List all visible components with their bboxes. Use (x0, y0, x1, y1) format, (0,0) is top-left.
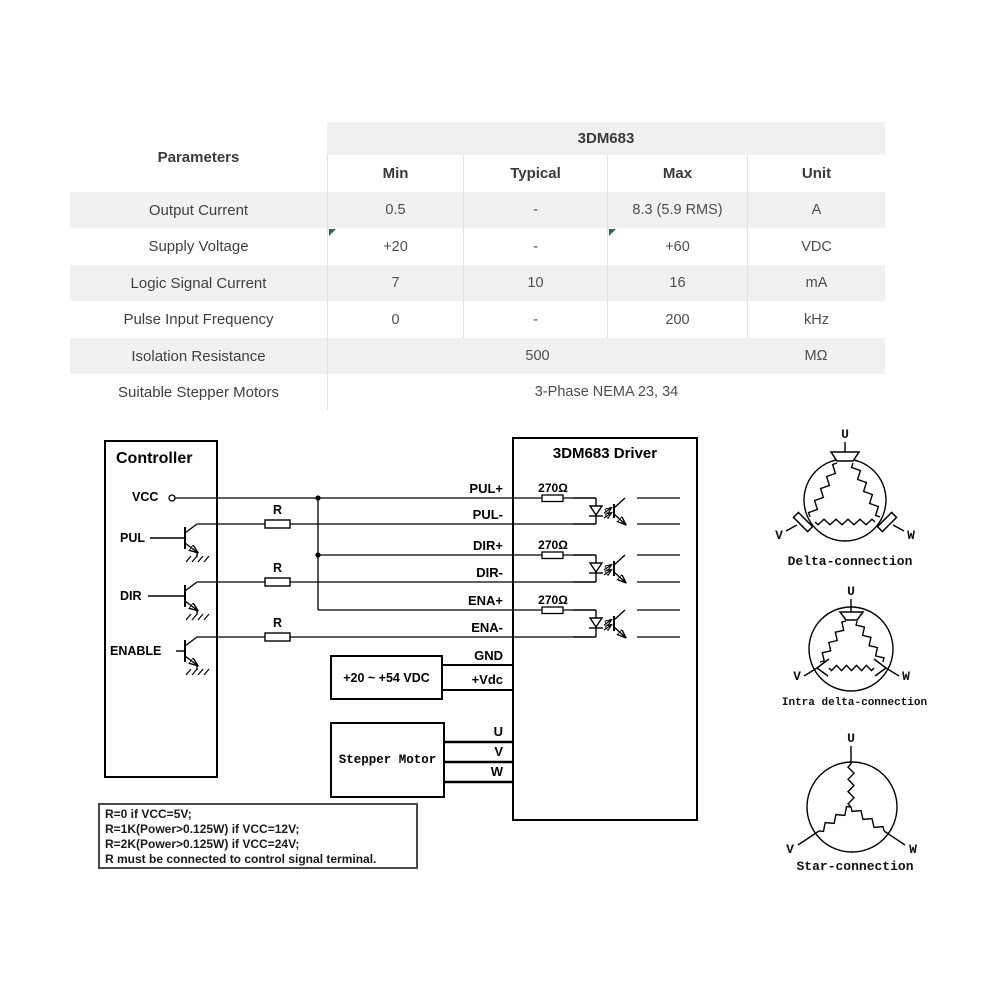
param-max: 16 (607, 265, 747, 301)
power-supply-box: +20 ~ +54 VDC (330, 655, 443, 700)
star-connection-caption: Star-connection (796, 859, 914, 874)
param-max: 200 (607, 301, 747, 338)
driver-title: 3DM683 Driver (552, 445, 658, 462)
terminal-v: V (494, 744, 503, 759)
intra-delta-connection-drawing (772, 575, 937, 693)
terminal-dir-minus: DIR- (476, 565, 503, 580)
param-unit: mA (747, 265, 885, 301)
col-header-min: Min (327, 155, 463, 192)
terminal-ena-minus: ENA- (471, 620, 503, 635)
param-min: +20 (327, 228, 463, 265)
terminal-gnd: GND (474, 648, 503, 663)
param-min: 7 (327, 265, 463, 301)
star-connection-diagram (775, 722, 935, 874)
note-line: R=2K(Power>0.125W) if VCC=24V; (105, 837, 300, 851)
param-span-value: 500 (327, 338, 747, 374)
dir-label: DIR (120, 589, 142, 603)
terminal-w: W (490, 764, 503, 779)
star-connection-drawing (775, 722, 935, 855)
param-name: Pulse Input Frequency (123, 311, 274, 328)
intra-delta-connection-diagram (772, 575, 937, 709)
controller-box (104, 440, 218, 778)
param-name: Supply Voltage (148, 238, 249, 255)
terminal-u: U (493, 724, 503, 739)
terminal-v-label: V (793, 669, 801, 684)
enable-label: ENABLE (110, 644, 162, 658)
param-name: Isolation Resistance (70, 338, 327, 374)
table-corner-header: Parameters (157, 148, 240, 166)
terminal-ena-plus: ENA+ (467, 593, 503, 608)
param-unit: MΩ (747, 338, 885, 374)
param-unit: kHz (747, 301, 885, 338)
note-line: R must be connected to control signal terminal. (105, 852, 377, 866)
param-name: Logic Signal Current (70, 265, 327, 301)
resistor-270-label: 270Ω (538, 538, 568, 552)
param-max: 8.3 (5.9 RMS) (607, 192, 747, 228)
param-min: 0 (327, 301, 463, 338)
param-max: +60 (607, 228, 747, 265)
delta-connection-caption: Delta-connection (787, 554, 913, 569)
resistor-270-label: 270Ω (538, 593, 568, 607)
resistor-r-label: R (272, 503, 283, 517)
wire-vcc-bus (315, 495, 320, 610)
note-line: R=0 if VCC=5V; (105, 807, 192, 821)
resistor-note-box (98, 803, 418, 869)
param-unit: VDC (747, 228, 885, 265)
col-header-unit: Unit (747, 155, 885, 192)
terminal-w-label: W (902, 669, 910, 684)
terminal-pul-plus: PUL+ (469, 481, 503, 496)
stepper-motor-box: Stepper Motor (330, 722, 445, 798)
param-span-value: 3-Phase NEMA 23, 34 (327, 374, 885, 410)
terminal-vdc: +Vdc (471, 672, 503, 687)
col-header-max: Max (607, 155, 747, 192)
terminal-w-label: W (907, 528, 915, 543)
terminal-u-label: U (847, 731, 855, 746)
terminal-u-label: U (847, 584, 855, 599)
terminal-v-label: V (775, 528, 783, 543)
terminal-v-label: V (786, 842, 794, 855)
terminal-w-label: W (909, 842, 917, 855)
param-min: 0.5 (327, 192, 463, 228)
note-line: R=1K(Power>0.125W) if VCC=12V; (105, 822, 300, 836)
delta-connection-diagram (770, 418, 930, 569)
delta-connection-drawing (770, 418, 930, 550)
terminal-u-label: U (841, 427, 849, 442)
param-typical: 10 (463, 265, 607, 301)
intra-delta-connection-caption: Intra delta-connection (781, 697, 928, 709)
param-unit: A (747, 192, 885, 228)
param-typical: - (463, 192, 607, 228)
controller-title: Controller (116, 450, 193, 467)
terminal-dir-plus: DIR+ (473, 538, 503, 553)
table-device-header: 3DM683 (327, 122, 885, 155)
terminal-pul-minus: PUL- (472, 507, 503, 522)
param-typical: - (463, 228, 607, 265)
param-typical: - (463, 301, 607, 338)
vcc-label: VCC (132, 490, 159, 504)
param-name: Output Current (70, 192, 327, 228)
param-name: Suitable Stepper Motors (118, 383, 279, 401)
resistor-r-label: R (272, 616, 283, 630)
pul-label: PUL (120, 531, 145, 545)
resistor-r-label: R (272, 561, 283, 575)
resistor-270-label: 270Ω (538, 481, 568, 495)
col-header-typical: Typical (463, 155, 607, 192)
